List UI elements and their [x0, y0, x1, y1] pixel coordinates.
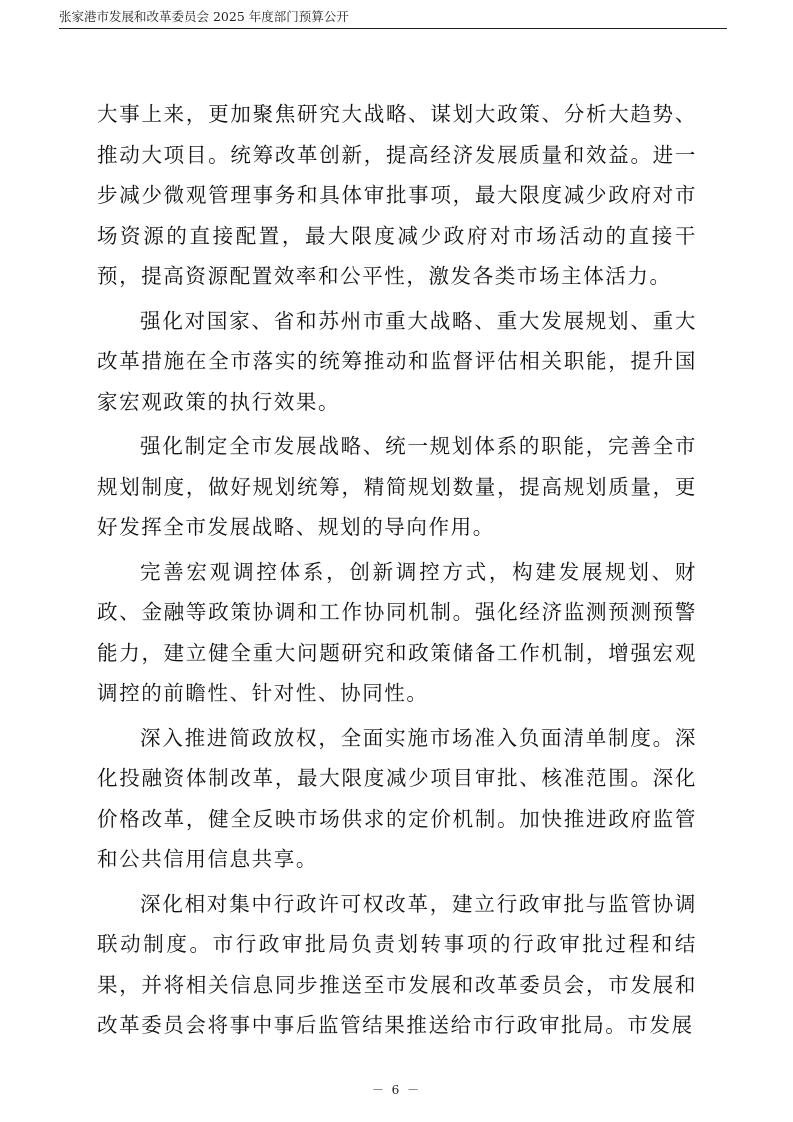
paragraph: 强化制定全市发展战略、统一规划体系的职能，完善全市规划制度，做好规划统筹，精简规划数量，提高规划质量，更好发挥全市发展战略、规划的导向作用。: [97, 434, 697, 539]
paragraph: 深入推进简政放权，全面实施市场准入负面清单制度。深化投融资体制改革，最大限度减少项目审批、核准范围。深化价格改革，健全反映市场供求的定价机制。加快推进政府监管和公共信用信息共享。: [97, 725, 697, 871]
page-number: － 6 －: [371, 1083, 422, 1097]
header-title: 张家港市发展和改革委员会 2025 年度部门预算公开: [59, 9, 349, 24]
paragraph: 强化对国家、省和苏州市重大战略、重大发展规划、重大改革措施在全市落实的统筹推动和监督评估相关职能，提升国家宏观政策的执行效果。: [97, 308, 697, 414]
paragraph: 深化相对集中行政许可权改革，建立行政审批与监管协调联动制度。市行政审批局负责划转事项的行政审批过程和结果，并将相关信息同步推送至市发展和改革委员会，市发展和改革委员会将事中事后监管结果推送给市行政审批局。市发展: [97, 891, 697, 1037]
paragraph-continued: 大事上来，更加聚焦研究大战略、谋划大政策、分析大趋势、推动大项目。统筹改革创新，提高经济发展质量和效益。进一步减少微观管理事务和具体审批事项，最大限度减少政府对市场资源的直接配置，最大限度减少政府对市场活动的直接干预，提高资源配置效率和公平性，激发各类市场主体活力。: [97, 102, 697, 288]
document-body: [97, 94, 697, 1046]
paragraph: 完善宏观调控体系，创新调控方式，构建发展规划、财政、金融等政策协调和工作协同机制。强化经济监测预测预警能力，建立健全重大问题研究和政策储备工作机制，增强宏观调控的前瞻性、针对性、协同性。: [97, 559, 697, 705]
page-header: [59, 6, 727, 29]
